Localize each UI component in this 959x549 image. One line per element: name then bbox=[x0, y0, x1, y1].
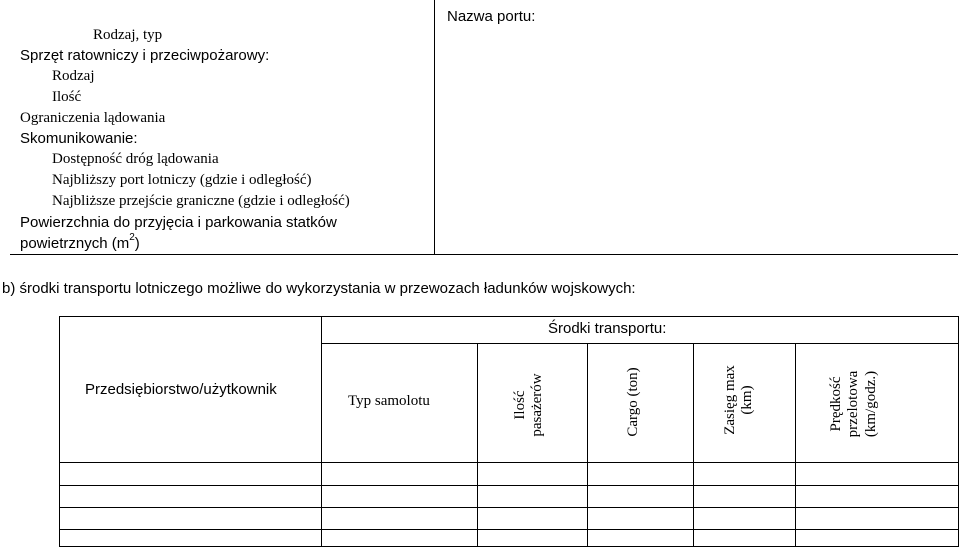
speed-column-header: Prędkość przelotowa (km/godz.) bbox=[828, 370, 879, 438]
landing-restrictions-label: Ograniczenia lądowania bbox=[20, 110, 166, 126]
column-divider bbox=[477, 343, 478, 547]
transport-means-header: Środki transportu: bbox=[548, 320, 667, 337]
parking-area-label-line2: powietrznych $(m^2)$ bbox=[20, 232, 140, 252]
row-separator bbox=[59, 485, 959, 486]
section-b-heading: b) środki transportu lotniczego możliwe do wykorzystania w przewozach ładunków wojskowych: bbox=[2, 280, 636, 297]
equipment-quantity-label: Ilość bbox=[52, 89, 82, 105]
airfield-details-cell bbox=[10, 0, 435, 255]
company-column-header: Przedsiębiorstwo/użytkownik bbox=[85, 381, 277, 398]
row-separator bbox=[59, 507, 959, 508]
table-bottom-border bbox=[59, 546, 959, 547]
table-top-border bbox=[59, 316, 959, 317]
port-name-cell bbox=[435, 0, 958, 255]
column-divider bbox=[321, 316, 322, 547]
rescue-equipment-label: Sprzęt ratowniczy i przeciwpożarowy: bbox=[20, 47, 270, 64]
road-access-label: Dostępność dróg lądowania bbox=[52, 151, 219, 167]
column-divider bbox=[587, 343, 588, 547]
equipment-kind-label: Rodzaj bbox=[52, 68, 95, 84]
aircraft-type-column-header: Typ samolotu bbox=[348, 393, 430, 409]
port-name-label: Nazwa portu: bbox=[447, 8, 536, 25]
airfield-info-table bbox=[10, 0, 958, 255]
connectivity-label: Skomunikowanie: bbox=[20, 130, 138, 147]
nearest-border-crossing-label: Najbliższe przejście graniczne (gdzie i odległość) bbox=[52, 193, 350, 209]
row-separator bbox=[59, 529, 959, 530]
type-label: Rodzaj, typ bbox=[93, 27, 163, 43]
cargo-column-header: Cargo (ton) bbox=[625, 367, 641, 437]
table-left-border bbox=[59, 316, 60, 547]
passengers-column-header: Ilość pasażerów bbox=[512, 373, 546, 437]
column-divider bbox=[795, 343, 796, 547]
range-column-header: Zasięg max (km) bbox=[722, 365, 756, 435]
nearest-airport-label: Najbliższy port lotniczy (gdzie i odległość) bbox=[52, 172, 312, 188]
parking-area-label-line1: Powierzchnia do przyjęcia i parkowania statków bbox=[20, 214, 337, 231]
header-bottom-border bbox=[59, 462, 959, 463]
column-divider bbox=[693, 343, 694, 547]
